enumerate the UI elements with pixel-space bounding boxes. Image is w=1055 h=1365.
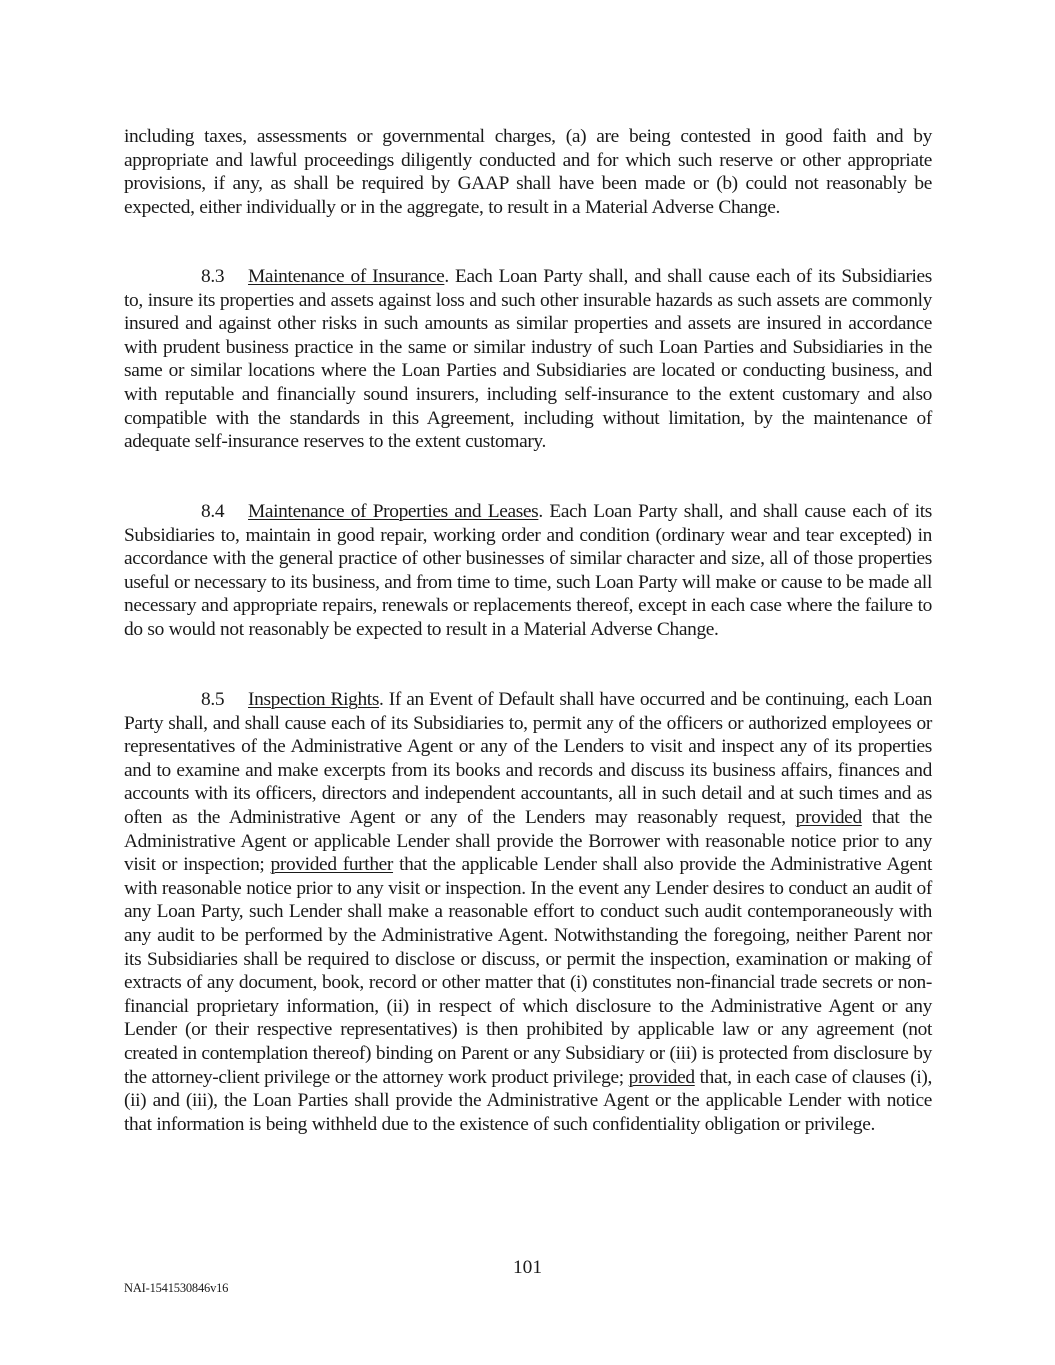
section-heading: Inspection Rights [248,689,380,710]
paragraph-text: that the Administrative Agent or applicable Lender shall provide the Borrower with reasonable notice prior to any visit or inspection; [124,806,932,876]
section-number: 8.4 [201,501,225,522]
paragraph-text: . If an Event of Default shall have occurred and be continuing, each Loan Party shall, and shall cause each of its Subsidiaries to, permit any of the officers or authorized employees or representatives of the Administrative Agent or any of the Lenders to visit and inspect any of its properties and to examine and make excerpts from its books and records and discuss its business affairs, finances and accounts with its officers, directors and independent accountants, all in such detail and at such times and as often as the Administrative Agent or any of the Lenders may reasonably request, [124,689,933,828]
paragraph-text: including taxes, assessments or governmental charges, (a) are being contested in good faith and by appropriate and lawful proceedings diligently conducted and for which such reserve or other appropriate provisions, if any, as shall be required by GAAP shall have been made or (b) could not reasonably be expected, either individually or in the aggregate, to result in a Material Adverse Change. [124,126,932,218]
provided-further-term: provided further [270,854,394,876]
document-id-footer: NAI-1541530846v16 [124,1281,229,1295]
section-heading: Maintenance of Properties and Leases [248,501,539,522]
section-number: 8.3 [201,266,225,287]
section-heading: Maintenance of Insurance [248,266,445,287]
paragraph-text: . Each Loan Party shall, and shall cause each of its Subsidiaries to, maintain in good repair, working order and condition (ordinary wear and tear excepted) in accordance with the general practice of other businesses of similar character and size, all of those properties useful or necessary to its business, and from time to time, such Loan Party will make or cause to be made all necessary and appropriate repairs, renewals or replacements thereof, except in each case where the failure to do so would not reasonably be expected to result in a Material Adverse Change. [124,501,932,640]
section-8-3-maintenance-of-insurance [124,265,932,454]
section-8-4-maintenance-of-properties [124,500,932,642]
provided-term: provided [628,1066,695,1088]
paragraph-text: . Each Loan Party shall, and shall cause each of its Subsidiaries to, insure its properties and assets against loss and such other insurable hazards as such assets are commonly insured and against other risks in such amounts as similar properties and assets are insured in accordance with prudent business practice in the same or similar industry of such Loan Parties and Subsidiaries in the same or similar locations where the Loan Parties and Subsidiaries are located or conducting business, and with reputable and financially sound insurers, including self-insurance to the extent customary and also compatible with the standards in this Agreement, including without limitation, by the maintenance of adequate self-insurance reserves to the extent customary. [124,266,932,453]
section-8-5-inspection-rights [124,688,932,1136]
paragraph-continuation [124,125,932,219]
section-number: 8.5 [201,689,225,710]
paragraph-text: that, in each case of clauses (i), (ii) and (iii), the Loan Parties shall provide the Administrative Agent or the applicable Lender with notice that information is being withheld due to the existence of such confidentiality obligation or privilege. [124,1066,932,1135]
page-number: 101 [512,1257,543,1278]
provided-term: provided [795,806,862,828]
paragraph-text: that the applicable Lender shall also provide the Administrative Agent with reasonable notice prior to any visit or inspection. In the event any Lender desires to conduct an audit of any Loan Party, such Lender shall make a reasonable effort to conduct such audit contemporaneously with any audit to be performed by the Administrative Agent. Notwithstanding the foregoing, neither Parent nor its Subsidiaries shall be required to disclose or discuss, or permit the inspection, examination or making of extracts of any document, book, record or other matter that (i) constitutes non-financial trade secrets or non-financial proprietary information, (ii) in respect of which disclosure to the Administrative Agent or any Lender (or their respective representatives) is then prohibited by applicable law or any agreement (not created in contemplation thereof) binding on Parent or any Subsidiary or (iii) is protected from disclosure by the attorney-client privilege or the attorney work product privilege; [124,854,932,1088]
